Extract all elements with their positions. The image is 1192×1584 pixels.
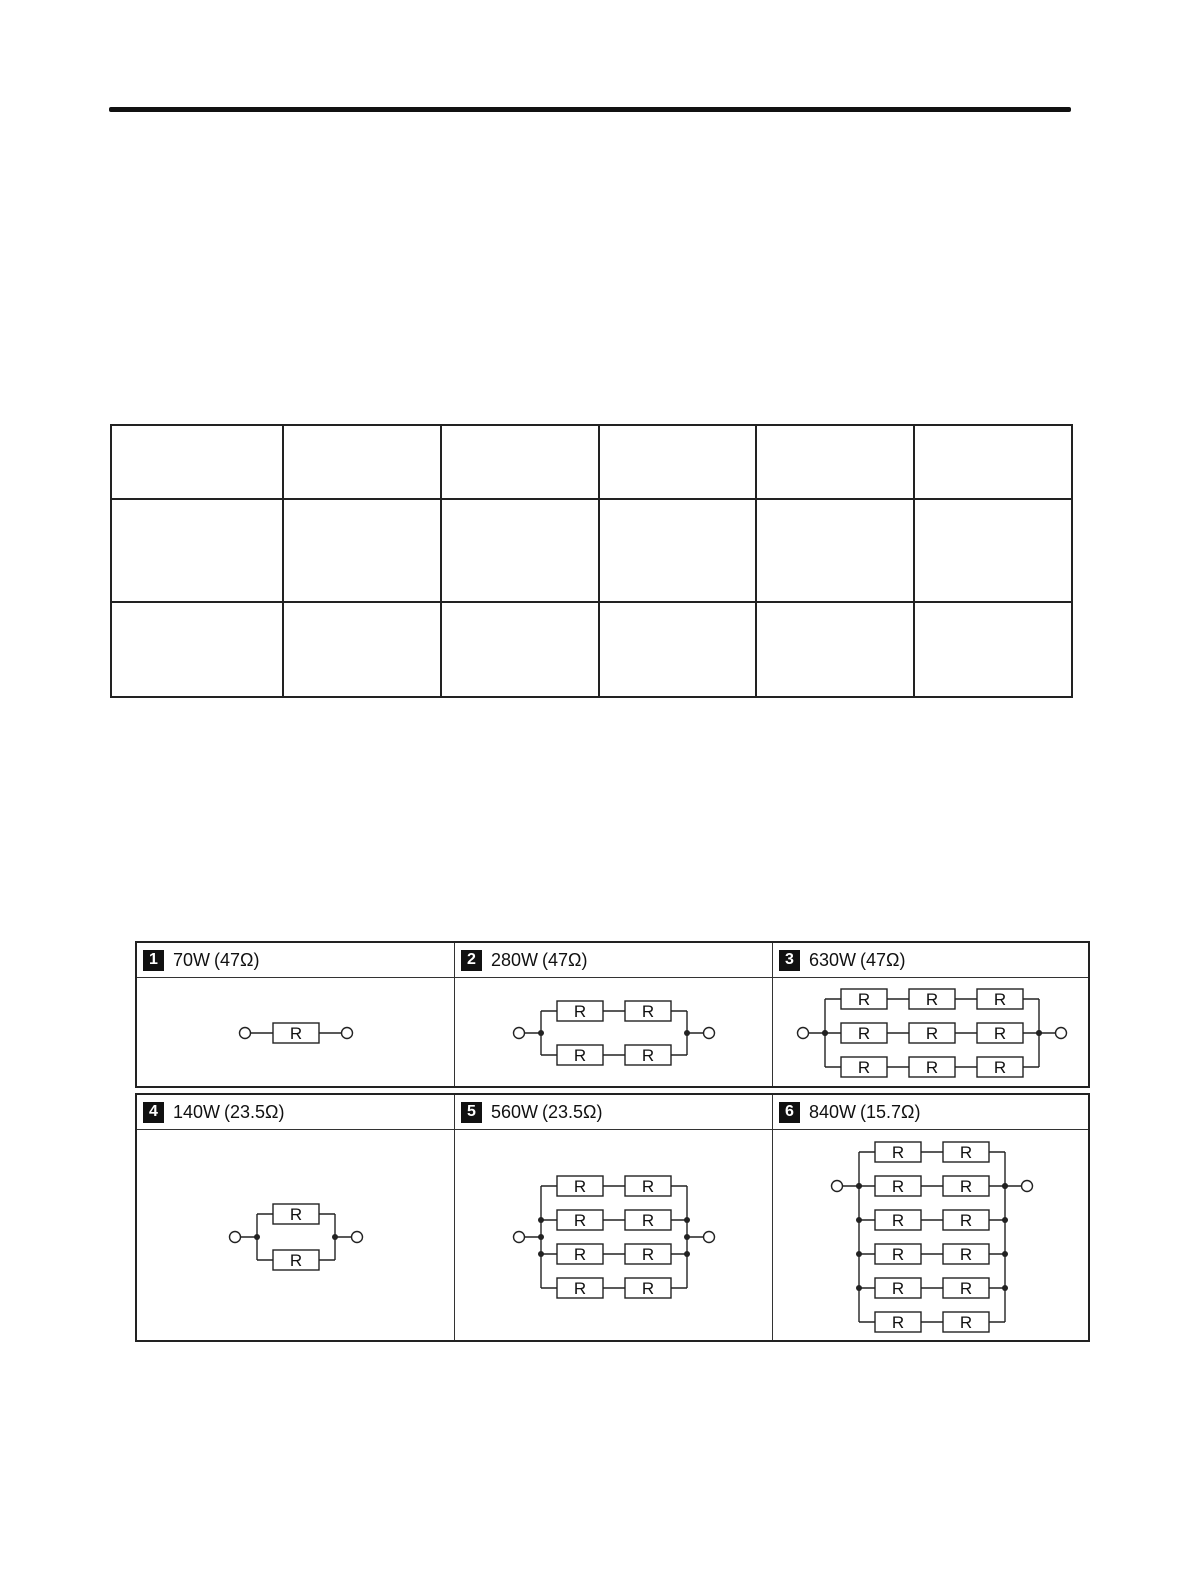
- resistor-label: R: [891, 1313, 905, 1332]
- circuit-svg: [773, 1130, 1088, 1340]
- resistor-label: R: [573, 1002, 587, 1021]
- terminal-right: [704, 1232, 715, 1243]
- resistor-label: R: [891, 1143, 905, 1162]
- resistor-label: R: [925, 990, 939, 1009]
- resistor-label: R: [959, 1143, 973, 1162]
- circuit-svg: [773, 978, 1088, 1086]
- config-panel-5: [455, 1095, 773, 1340]
- resistor-label: R: [959, 1177, 973, 1196]
- config-power: 560W: [491, 1101, 539, 1122]
- table-cell: [111, 425, 283, 499]
- table-row: [111, 602, 1072, 697]
- junction-dot: [1002, 1183, 1008, 1189]
- table-cell: [914, 425, 1072, 499]
- circuit-diagram: [455, 1130, 772, 1340]
- resistor-label: R: [959, 1245, 973, 1264]
- table-cell: [441, 602, 599, 697]
- table-cell: [111, 499, 283, 602]
- junction-dot: [332, 1234, 338, 1240]
- table-cell: [914, 602, 1072, 697]
- resistor-label: R: [993, 1024, 1007, 1043]
- resistor-label: R: [891, 1177, 905, 1196]
- table-cell: [111, 602, 283, 697]
- config-power: 630W: [809, 949, 857, 970]
- config-header: [137, 1095, 454, 1130]
- config-resistance: (23.5Ω): [542, 1101, 603, 1122]
- config-panel-4: [137, 1095, 455, 1340]
- config-header: [455, 943, 772, 978]
- terminal-right: [1056, 1028, 1067, 1039]
- circuit-diagram: [137, 1130, 454, 1340]
- resistor-label: R: [573, 1211, 587, 1230]
- resistor-label: R: [857, 990, 871, 1009]
- terminal-right: [1022, 1181, 1033, 1192]
- resistor-label: R: [289, 1024, 303, 1043]
- resistor-label: R: [573, 1046, 587, 1065]
- resistor-label: R: [289, 1251, 303, 1270]
- table-cell: [441, 425, 599, 499]
- junction-dot: [1036, 1030, 1042, 1036]
- terminal-left: [832, 1181, 843, 1192]
- junction-dot: [856, 1217, 862, 1223]
- top-rule: [109, 107, 1071, 112]
- junction-dot: [856, 1285, 862, 1291]
- terminal-left: [514, 1028, 525, 1039]
- resistor-label: R: [857, 1024, 871, 1043]
- config-header: [773, 943, 1088, 978]
- resistor-label: R: [925, 1024, 939, 1043]
- table-cell: [283, 425, 441, 499]
- resistor-label: R: [641, 1211, 655, 1230]
- resistor-label: R: [573, 1245, 587, 1264]
- resistor-label: R: [993, 990, 1007, 1009]
- config-header: [773, 1095, 1088, 1130]
- config-number-badge: 2: [461, 950, 482, 971]
- configuration-group-top: [135, 941, 1090, 1088]
- config-number-badge: 6: [779, 1102, 800, 1123]
- resistor-label: R: [289, 1205, 303, 1224]
- circuit-diagram: [773, 978, 1088, 1086]
- junction-dot: [856, 1183, 862, 1189]
- table-cell: [599, 499, 757, 602]
- junction-dot: [1002, 1251, 1008, 1257]
- junction-dot: [684, 1030, 690, 1036]
- circuit-diagram: [773, 1130, 1088, 1340]
- junction-dot: [538, 1251, 544, 1257]
- table-cell: [756, 425, 914, 499]
- config-panel-2: [455, 943, 773, 1086]
- circuit-diagram: [137, 978, 454, 1086]
- junction-dot: [1002, 1217, 1008, 1223]
- config-power: 140W: [173, 1101, 221, 1122]
- resistor-label: R: [641, 1279, 655, 1298]
- junction-dot: [538, 1234, 544, 1240]
- junction-dot: [538, 1030, 544, 1036]
- table-row: [111, 425, 1072, 499]
- resistor-label: R: [891, 1279, 905, 1298]
- junction-dot: [1002, 1285, 1008, 1291]
- circuit-diagram: [455, 978, 772, 1086]
- resistor-label: R: [641, 1245, 655, 1264]
- table-cell: [756, 499, 914, 602]
- table-cell: [283, 602, 441, 697]
- resistor-label: R: [573, 1279, 587, 1298]
- junction-dot: [684, 1217, 690, 1223]
- junction-dot: [254, 1234, 260, 1240]
- circuit-svg: [455, 978, 772, 1086]
- config-resistance: (47Ω): [214, 949, 260, 970]
- junction-dot: [856, 1251, 862, 1257]
- terminal-left: [798, 1028, 809, 1039]
- config-resistance: (15.7Ω): [860, 1101, 921, 1122]
- config-number-badge: 3: [779, 950, 800, 971]
- junction-dot: [822, 1030, 828, 1036]
- junction-dot: [684, 1251, 690, 1257]
- table-cell: [599, 602, 757, 697]
- config-panel-6: [773, 1095, 1088, 1340]
- circuit-svg: [137, 1130, 454, 1340]
- config-number-badge: 5: [461, 1102, 482, 1123]
- resistor-label: R: [993, 1058, 1007, 1077]
- config-header: [455, 1095, 772, 1130]
- junction-dot: [538, 1217, 544, 1223]
- resistor-label: R: [959, 1313, 973, 1332]
- config-header: [137, 943, 454, 978]
- resistor-label: R: [857, 1058, 871, 1077]
- terminal-left: [240, 1028, 251, 1039]
- config-power: 70W: [173, 949, 211, 970]
- config-power: 280W: [491, 949, 539, 970]
- terminal-left: [230, 1232, 241, 1243]
- terminal-right: [704, 1028, 715, 1039]
- resistor-label: R: [641, 1002, 655, 1021]
- resistor-label: R: [891, 1245, 905, 1264]
- table-cell: [756, 602, 914, 697]
- resistor-label: R: [641, 1046, 655, 1065]
- circuit-svg: [137, 978, 454, 1086]
- config-panel-1: [137, 943, 455, 1086]
- table-row: [111, 499, 1072, 602]
- table-cell: [914, 499, 1072, 602]
- resistor-label: R: [959, 1211, 973, 1230]
- configuration-group-bottom: [135, 1093, 1090, 1342]
- resistor-label: R: [891, 1211, 905, 1230]
- config-resistance: (23.5Ω): [224, 1101, 285, 1122]
- spec-table: [110, 424, 1073, 698]
- config-resistance: (47Ω): [860, 949, 906, 970]
- table-cell: [283, 499, 441, 602]
- config-power: 840W: [809, 1101, 857, 1122]
- resistor-label: R: [959, 1279, 973, 1298]
- terminal-right: [352, 1232, 363, 1243]
- junction-dot: [684, 1234, 690, 1240]
- circuit-svg: [455, 1130, 772, 1340]
- terminal-left: [514, 1232, 525, 1243]
- config-number-badge: 4: [143, 1102, 164, 1123]
- table-cell: [599, 425, 757, 499]
- resistor-label: R: [573, 1177, 587, 1196]
- config-number-badge: 1: [143, 950, 164, 971]
- terminal-right: [342, 1028, 353, 1039]
- resistor-label: R: [925, 1058, 939, 1077]
- resistor-label: R: [641, 1177, 655, 1196]
- config-resistance: (47Ω): [542, 949, 588, 970]
- table-cell: [441, 499, 599, 602]
- config-panel-3: [773, 943, 1088, 1086]
